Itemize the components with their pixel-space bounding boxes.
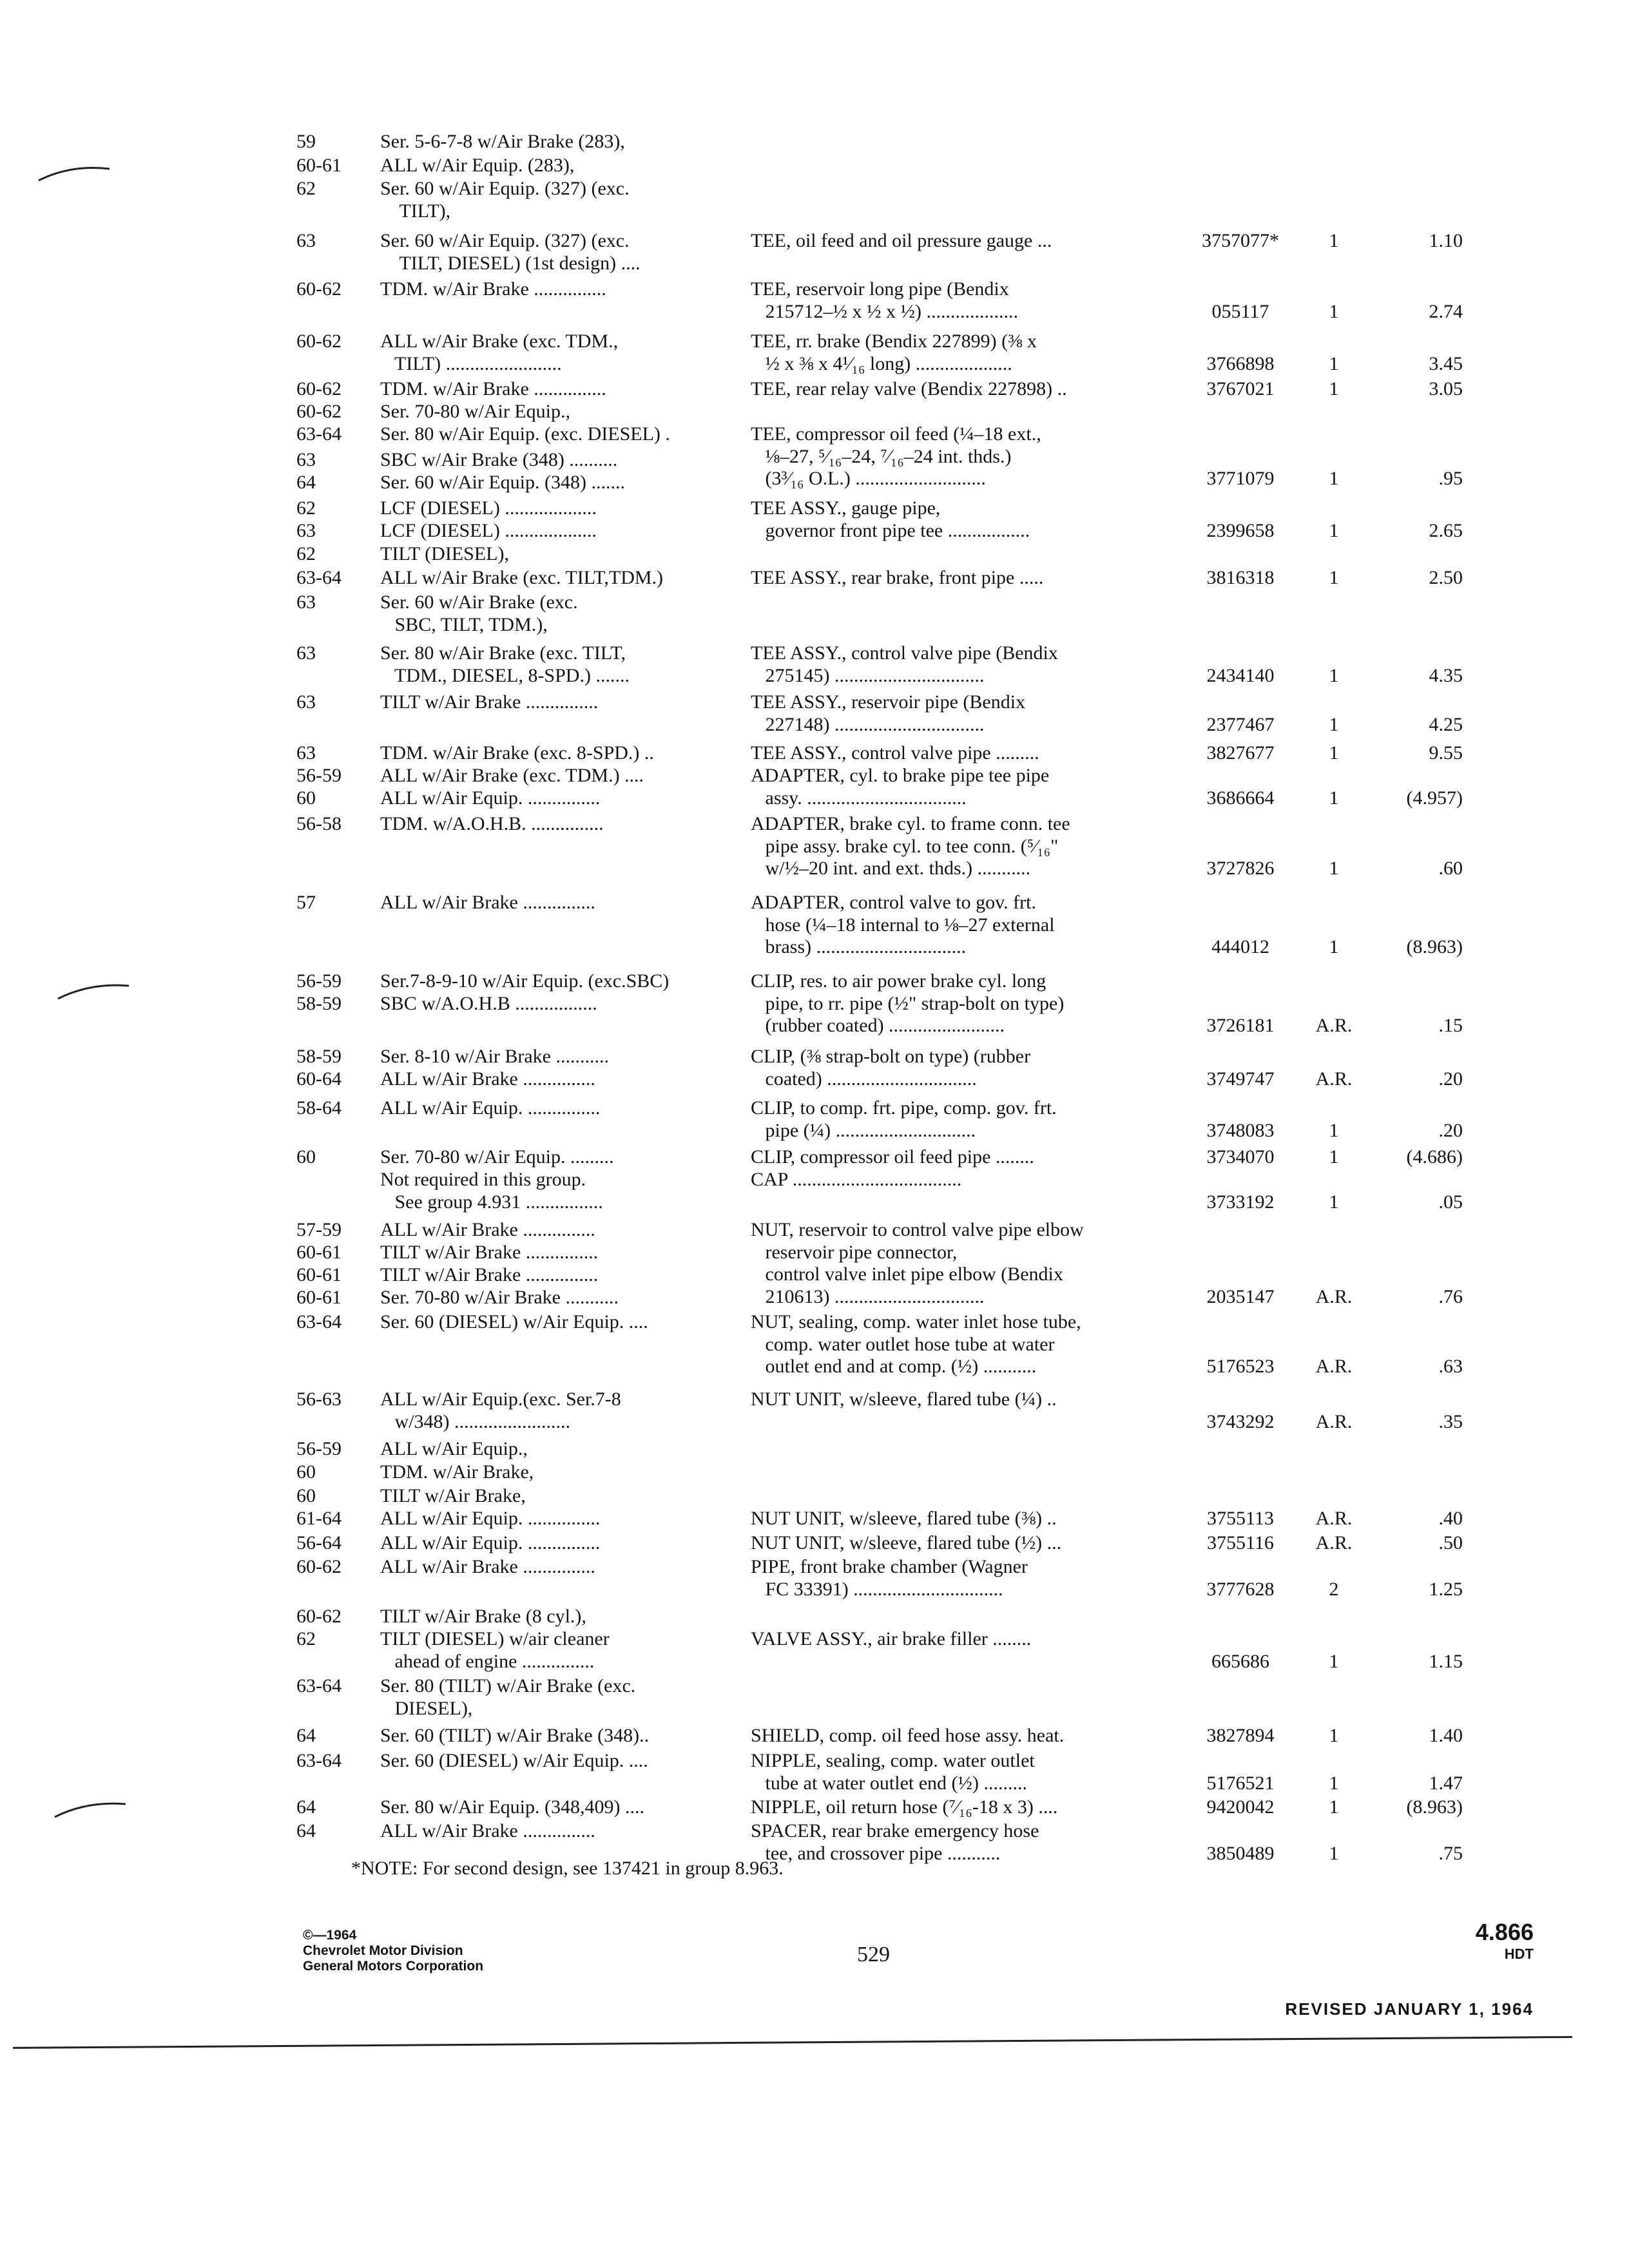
model-year-line: 62 <box>296 497 316 519</box>
price: 4.35 <box>1429 664 1463 686</box>
part-number: 3748083 <box>1206 1119 1275 1141</box>
model-year-line: 60-62 <box>296 1606 342 1627</box>
price: 1.47 <box>1429 1772 1463 1794</box>
quantity: 1 <box>1329 378 1339 399</box>
application-line: SBC w/Air Brake (348) .......... <box>380 449 618 470</box>
application-line: ALL w/Air Equip. (283), <box>380 155 575 176</box>
application-line: TILT w/Air Brake (8 cyl.), <box>380 1606 586 1627</box>
price: .15 <box>1438 1015 1463 1036</box>
part-description-line: TEE ASSY., control valve pipe ......... <box>751 742 1039 764</box>
application-line: Not required in this group. <box>380 1169 586 1190</box>
application-line: ALL w/Air Brake ............... <box>380 892 595 913</box>
application-line: Ser. 80 (TILT) w/Air Brake (exc. <box>380 1675 636 1696</box>
model-year-line: 56-59 <box>296 970 342 992</box>
price: 2.65 <box>1429 519 1463 541</box>
part-number: 444012 <box>1211 936 1269 957</box>
price: 4.25 <box>1429 713 1463 735</box>
part-number: 3816318 <box>1206 567 1275 588</box>
part-description-line: outlet end and at comp. (½) ........... <box>751 1356 1037 1377</box>
quantity: A.R. <box>1315 1285 1353 1307</box>
price: 1.25 <box>1429 1578 1463 1600</box>
part-number: 3777628 <box>1206 1578 1275 1600</box>
part-description-line: TEE, reservoir long pipe (Bendix <box>751 278 1009 300</box>
model-year-line: 64 <box>296 1725 316 1746</box>
quantity: 1 <box>1329 1119 1339 1141</box>
copyright-corporation: General Motors Corporation <box>303 1959 484 1974</box>
model-year-line: 60-62 <box>296 401 342 422</box>
application-line: Ser. 60 w/Air Equip. (327) (exc. <box>380 178 630 199</box>
part-number: 3749747 <box>1206 1068 1275 1090</box>
application-line: Ser. 60 w/Air Brake (exc. <box>380 591 578 613</box>
application-line: Ser. 60 (DIESEL) w/Air Equip. .... <box>380 1750 648 1771</box>
part-description-line: tube at water outlet end (½) ......... <box>751 1772 1028 1794</box>
quantity: 1 <box>1329 713 1339 735</box>
part-description-line: NIPPLE, sealing, comp. water outlet <box>751 1750 1035 1771</box>
binder-mark-middle <box>58 985 129 999</box>
part-description-line: w/½–20 int. and ext. thds.) ........... <box>751 858 1031 879</box>
price: 1.15 <box>1429 1650 1463 1672</box>
application-line: Ser. 80 w/Air Brake (exc. TILT, <box>380 642 626 664</box>
part-number: 3827894 <box>1206 1725 1275 1746</box>
part-number: 5176523 <box>1206 1356 1275 1377</box>
application-line: TILT), <box>380 200 451 222</box>
price: (4.686) <box>1406 1146 1463 1168</box>
model-year-line: 60-64 <box>296 1068 342 1090</box>
model-year-line: 63 <box>296 742 316 764</box>
model-year-line: 63-64 <box>296 1311 342 1332</box>
price: 9.55 <box>1429 742 1463 764</box>
part-number: 3755116 <box>1207 1532 1274 1553</box>
page-number: 529 <box>857 1943 890 1966</box>
quantity: A.R. <box>1315 1356 1353 1377</box>
price: .05 <box>1438 1191 1463 1213</box>
model-year-line: 62 <box>296 178 316 199</box>
part-number: 3726181 <box>1206 1015 1275 1036</box>
part-description-line: 210613) ............................... <box>751 1285 985 1307</box>
part-number: 3686664 <box>1206 787 1275 809</box>
application-line: w/348) ........................ <box>380 1410 570 1432</box>
price: 3.45 <box>1429 352 1463 374</box>
part-number: 2399658 <box>1206 519 1275 541</box>
application-line: TILT w/Air Brake ............... <box>380 1242 599 1263</box>
part-description-line: 275145) ............................... <box>751 664 985 686</box>
application-line: LCF (DIESEL) ................... <box>380 497 597 519</box>
quantity: 1 <box>1329 230 1339 251</box>
part-number: 3743292 <box>1206 1410 1275 1432</box>
part-description-line: TEE, compressor oil feed (¼–18 ext., <box>751 423 1041 445</box>
part-description-line: (3³⁄₁₆ O.L.) ........................... <box>751 468 986 489</box>
quantity: 1 <box>1329 936 1339 957</box>
model-year-line: 58-59 <box>296 1046 342 1067</box>
quantity: A.R. <box>1315 1508 1353 1529</box>
application-line: TILT, DIESEL) (1st design) .... <box>380 252 641 274</box>
application-line: ALL w/Air Brake (exc. TDM.) .... <box>380 765 644 786</box>
application-line: Ser. 8-10 w/Air Brake ........... <box>380 1046 609 1067</box>
quantity: 1 <box>1329 664 1339 686</box>
model-year-line: 60-62 <box>296 1556 342 1577</box>
price: (4.957) <box>1406 787 1463 809</box>
part-description-line: CLIP, res. to air power brake cyl. long <box>751 970 1046 992</box>
model-year-line: 62 <box>296 1628 316 1649</box>
price: .35 <box>1438 1410 1463 1432</box>
part-description-line: ½ x ⅜ x 4¹⁄₁₆ long) .................... <box>751 352 1012 374</box>
application-line: TILT w/Air Brake, <box>380 1485 526 1506</box>
copyright-division: Chevrolet Motor Division <box>303 1943 463 1958</box>
model-year-line: 56-59 <box>296 1438 342 1459</box>
part-description-line: TEE ASSY., gauge pipe, <box>751 497 941 519</box>
quantity: A.R. <box>1315 1015 1353 1036</box>
model-year-line: 60 <box>296 1485 316 1506</box>
model-year-line: 56-64 <box>296 1532 342 1553</box>
application-line: Ser. 80 w/Air Equip. (exc. DIESEL) . <box>380 423 670 445</box>
copyright-year: ©—1964 <box>303 1928 357 1943</box>
quantity: 1 <box>1329 1650 1339 1672</box>
application-line: ALL w/Air Equip. ............... <box>380 1508 601 1529</box>
application-line: ALL w/Air Equip. ............... <box>380 787 601 809</box>
part-description-line: NUT UNIT, w/sleeve, flared tube (¼) .. <box>751 1389 1057 1410</box>
application-line: SBC, TILT, TDM.), <box>380 613 548 635</box>
part-description-line: VALVE ASSY., air brake filler ........ <box>751 1628 1032 1649</box>
application-line: TDM. w/Air Brake ............... <box>380 278 606 300</box>
application-line: ALL w/Air Brake ............... <box>380 1556 595 1577</box>
part-number: 9420042 <box>1206 1796 1275 1818</box>
quantity: 1 <box>1329 742 1339 764</box>
application-line: Ser. 70-80 w/Air Equip., <box>380 401 570 422</box>
price: .76 <box>1438 1285 1463 1307</box>
part-description-line: TEE, oil feed and oil pressure gauge ... <box>751 230 1052 251</box>
application-line: LCF (DIESEL) ................... <box>380 520 597 541</box>
model-year-line: 59 <box>296 131 316 152</box>
part-number: 3771079 <box>1206 468 1275 489</box>
binder-mark-bottom <box>55 1803 126 1817</box>
model-year-line: 63 <box>296 591 316 613</box>
group-suffix: HDT <box>1504 1946 1534 1962</box>
model-year-line: 60 <box>296 1146 316 1168</box>
part-description-line: SHIELD, comp. oil feed hose assy. heat. <box>751 1725 1065 1746</box>
application-line: Ser. 70-80 w/Air Equip. ......... <box>380 1146 614 1168</box>
quantity: 1 <box>1329 858 1339 879</box>
price: .20 <box>1438 1119 1463 1141</box>
quantity: A.R. <box>1315 1068 1353 1090</box>
quantity: 1 <box>1329 787 1339 809</box>
application-line: ahead of engine ............... <box>380 1650 595 1672</box>
part-number: 3757077* <box>1202 230 1279 251</box>
quantity: 1 <box>1329 1772 1339 1794</box>
part-description-line: PIPE, front brake chamber (Wagner <box>751 1556 1028 1577</box>
model-year-line: 63-64 <box>296 423 342 445</box>
part-description-line: 215712–½ x ½ x ½) ................... <box>751 300 1018 322</box>
application-line: Ser. 60 w/Air Equip. (348) ....... <box>380 472 625 493</box>
application-line: Ser. 5-6-7-8 w/Air Brake (283), <box>380 131 625 152</box>
application-line: TILT w/Air Brake ............... <box>380 691 599 713</box>
application-line: ALL w/Air Equip., <box>380 1438 528 1459</box>
model-year-line: 63 <box>296 230 316 251</box>
application-line: ALL w/Air Equip.(exc. Ser.7-8 <box>380 1389 621 1410</box>
quantity: 1 <box>1329 300 1339 322</box>
part-description-line: hose (¼–18 internal to ⅛–27 external <box>751 914 1055 936</box>
model-year-line: 62 <box>296 543 316 564</box>
price: 1.10 <box>1429 230 1463 251</box>
part-description-line: pipe (¼) ............................. <box>751 1119 976 1141</box>
part-number: 3827677 <box>1206 742 1275 764</box>
part-description-line: tee, and crossover pipe ........... <box>751 1842 1001 1864</box>
part-number: 2434140 <box>1206 664 1275 686</box>
quantity: 1 <box>1329 468 1339 489</box>
application-line: ALL w/Air Brake ............... <box>380 1068 595 1090</box>
application-line: Ser. 60 (DIESEL) w/Air Equip. .... <box>380 1311 648 1332</box>
application-line: Ser. 60 w/Air Equip. (327) (exc. <box>380 230 630 251</box>
model-year-line: 60-62 <box>296 331 342 352</box>
model-year-line: 64 <box>296 472 316 493</box>
price: 2.50 <box>1429 567 1463 588</box>
part-description-line: reservoir pipe connector, <box>751 1241 958 1263</box>
model-year-line: 64 <box>296 1820 316 1841</box>
part-description-line: (rubber coated) ........................ <box>751 1015 1005 1036</box>
application-line: TILT) ........................ <box>380 352 562 374</box>
application-line: Ser. 80 w/Air Equip. (348,409) .... <box>380 1796 644 1818</box>
model-year-line: 60-62 <box>296 278 342 300</box>
part-description-line: CLIP, (⅜ strap-bolt on type) (rubber <box>751 1046 1031 1067</box>
model-year-line: 60-62 <box>296 378 342 399</box>
part-description-line: pipe assy. brake cyl. to tee conn. (⁵⁄₁₆" <box>751 835 1059 857</box>
model-year-line: 63 <box>296 520 316 541</box>
application-line: ALL w/Air Brake ............... <box>380 1820 595 1841</box>
quantity: 1 <box>1329 1725 1339 1746</box>
price: .95 <box>1438 468 1463 489</box>
application-line: ALL w/Air Equip. ............... <box>380 1097 601 1119</box>
part-number: 2035147 <box>1206 1285 1275 1307</box>
part-number: 3755113 <box>1207 1508 1274 1529</box>
part-description-line: assy. ................................. <box>751 787 967 809</box>
model-year-line: 58-59 <box>296 993 342 1014</box>
model-year-line: 56-63 <box>296 1389 342 1410</box>
price: .75 <box>1438 1842 1463 1864</box>
part-description-line: ADAPTER, cyl. to brake pipe tee pipe <box>751 765 1050 786</box>
part-number: 3734070 <box>1206 1146 1275 1168</box>
application-line: Ser. 70-80 w/Air Brake ........... <box>380 1287 619 1308</box>
model-year-line: 60-61 <box>296 1242 342 1263</box>
model-year-line: 63-64 <box>296 1675 342 1696</box>
price: (8.963) <box>1406 1796 1463 1818</box>
quantity: 1 <box>1329 567 1339 588</box>
part-description-line: TEE ASSY., rear brake, front pipe ..... <box>751 567 1044 588</box>
application-line: TDM. w/A.O.H.B. ............... <box>380 813 604 834</box>
model-year-line: 64 <box>296 1796 316 1818</box>
application-line: ALL w/Air Equip. ............... <box>380 1532 601 1553</box>
part-number: 3850489 <box>1206 1842 1275 1864</box>
application-line: TDM. w/Air Brake (exc. 8-SPD.) .. <box>380 742 654 764</box>
quantity: 1 <box>1329 1191 1339 1213</box>
application-line: TDM. w/Air Brake ............... <box>380 378 606 399</box>
part-description-line: TEE ASSY., reservoir pipe (Bendix <box>751 691 1026 713</box>
price: .63 <box>1438 1356 1463 1377</box>
application-line: ALL w/Air Brake (exc. TDM., <box>380 331 619 352</box>
part-number: 3733192 <box>1206 1191 1275 1213</box>
binder-mark-top <box>39 168 110 180</box>
part-number: 3727826 <box>1206 858 1275 879</box>
quantity: 2 <box>1329 1578 1339 1600</box>
part-description-line: NUT UNIT, w/sleeve, flared tube (½) ... <box>751 1532 1062 1553</box>
quantity: 1 <box>1329 1842 1339 1864</box>
part-description-line: CAP ................................... <box>751 1169 962 1190</box>
model-year-line: 63 <box>296 691 316 713</box>
application-line: ALL w/Air Brake (exc. TILT,TDM.) <box>380 567 664 588</box>
part-description-line: TEE, rr. brake (Bendix 227899) (⅜ x <box>751 331 1037 352</box>
model-year-line: 56-58 <box>296 813 342 834</box>
application-line: Ser. 60 (TILT) w/Air Brake (348).. <box>380 1725 650 1746</box>
part-description-line: pipe, to rr. pipe (½" strap-bolt on type) <box>751 992 1065 1014</box>
model-year-line: 63 <box>296 449 316 470</box>
part-description-line: 227148) ............................... <box>751 713 985 735</box>
part-description-line: TEE ASSY., control valve pipe (Bendix <box>751 642 1058 664</box>
application-line: TILT (DIESEL), <box>380 543 509 564</box>
model-year-line: 63-64 <box>296 1750 342 1771</box>
application-line: TILT (DIESEL) w/air cleaner <box>380 1628 610 1649</box>
part-number: 3767021 <box>1206 378 1275 399</box>
application-line: ALL w/Air Brake ............... <box>380 1219 595 1240</box>
price: 2.74 <box>1429 300 1463 322</box>
price: 3.05 <box>1429 378 1463 399</box>
part-number: 055117 <box>1211 300 1269 322</box>
part-description-line: SPACER, rear brake emergency hose <box>751 1820 1039 1841</box>
footnote: *NOTE: For second design, see 137421 in group 8.963. <box>351 1858 784 1879</box>
quantity: 1 <box>1329 1796 1339 1818</box>
price: .50 <box>1438 1532 1463 1553</box>
part-description-line: ADAPTER, brake cyl. to frame conn. tee <box>751 813 1070 834</box>
price: .40 <box>1438 1508 1463 1529</box>
part-description-line: NIPPLE, oil return hose (⁷⁄₁₆-18 x 3) .... <box>751 1796 1058 1818</box>
application-line: TDM. w/Air Brake, <box>380 1461 534 1483</box>
part-description-line: comp. water outlet hose tube at water <box>751 1333 1055 1355</box>
application-line: TDM., DIESEL, 8-SPD.) ....... <box>380 664 630 686</box>
price: .20 <box>1438 1068 1463 1090</box>
part-description-line: NUT UNIT, w/sleeve, flared tube (⅜) .. <box>751 1508 1057 1529</box>
model-year-line: 56-59 <box>296 765 342 786</box>
part-description-line: NUT, sealing, comp. water inlet hose tube, <box>751 1311 1081 1332</box>
quantity: A.R. <box>1315 1410 1353 1432</box>
model-year-line: 63-64 <box>296 567 342 588</box>
application-line: TILT w/Air Brake ............... <box>380 1264 599 1285</box>
model-year-line: 57 <box>296 892 316 913</box>
model-year-line: 60-61 <box>296 1287 342 1308</box>
group-number: 4.866 <box>1475 1919 1534 1945</box>
model-year-line: 58-64 <box>296 1097 342 1119</box>
quantity: 1 <box>1329 519 1339 541</box>
part-description-line: CLIP, to comp. frt. pipe, comp. gov. frt. <box>751 1097 1057 1119</box>
part-number: 3766898 <box>1206 352 1275 374</box>
application-line: See group 4.931 ................ <box>380 1191 603 1213</box>
model-year-line: 60 <box>296 1461 316 1483</box>
model-year-line: 61-64 <box>296 1508 342 1529</box>
part-description-line: CLIP, compressor oil feed pipe ........ <box>751 1146 1034 1168</box>
part-description-line: brass) ............................... <box>751 936 967 957</box>
part-number: 2377467 <box>1206 713 1275 735</box>
application-line: Ser.7-8-9-10 w/Air Equip. (exc.SBC) <box>380 970 670 992</box>
part-description-line: FC 33391) ............................... <box>751 1578 1003 1600</box>
price: 1.40 <box>1429 1725 1463 1746</box>
part-number: 5176521 <box>1206 1772 1275 1794</box>
model-year-line: 57-59 <box>296 1219 342 1240</box>
model-year-line: 60-61 <box>296 155 342 176</box>
application-line: SBC w/A.O.H.B ................. <box>380 993 597 1014</box>
part-description-line: control valve inlet pipe elbow (Bendix <box>751 1264 1063 1285</box>
part-description-line: TEE, rear relay valve (Bendix 227898) .. <box>751 378 1067 399</box>
price: .60 <box>1438 858 1463 879</box>
quantity: 1 <box>1329 352 1339 374</box>
quantity: 1 <box>1329 1146 1339 1168</box>
part-description-line: coated) ............................... <box>751 1068 977 1090</box>
part-description-line: NUT, reservoir to control valve pipe elbow <box>751 1219 1084 1240</box>
revision-date: REVISED JANUARY 1, 1964 <box>1285 1999 1534 2019</box>
model-year-line: 60-61 <box>296 1264 342 1285</box>
model-year-line: 60 <box>296 787 316 809</box>
part-description-line: governor front pipe tee ................. <box>751 519 1030 541</box>
price: (8.963) <box>1406 936 1463 957</box>
part-description-line: ⅛–27, ⁵⁄₁₆–24, ⁷⁄₁₆–24 int. thds.) <box>751 445 1012 467</box>
application-line: DIESEL), <box>380 1697 473 1719</box>
model-year-line: 63 <box>296 642 316 664</box>
part-number: 665686 <box>1211 1650 1269 1672</box>
quantity: A.R. <box>1315 1532 1353 1553</box>
part-description-line: ADAPTER, control valve to gov. frt. <box>751 892 1036 913</box>
